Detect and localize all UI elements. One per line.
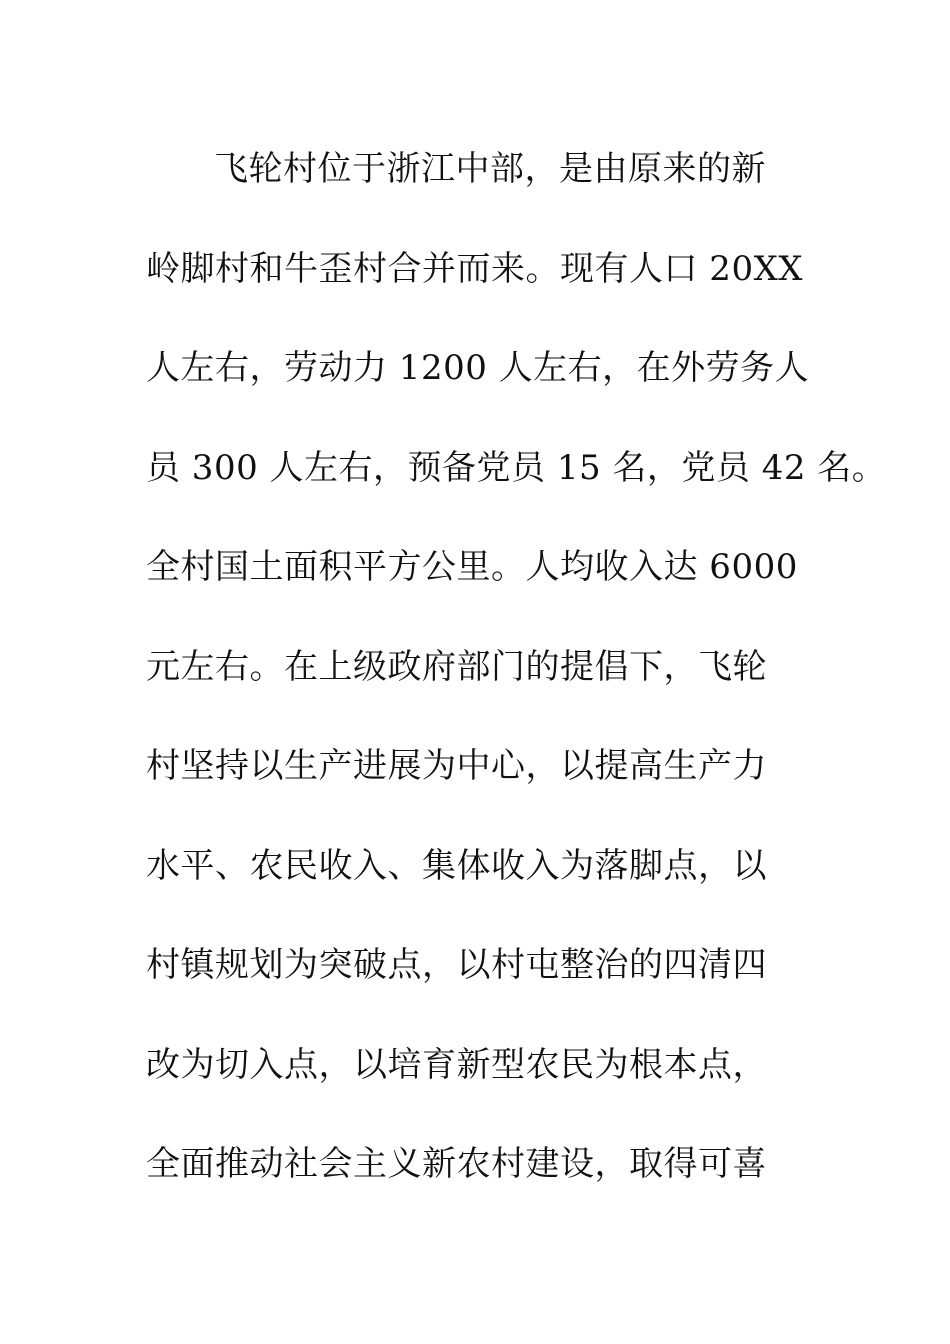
- paragraph-line: 改为切入点，以培育新型农民为根本点，: [146, 1044, 767, 1085]
- paragraph-line: 水平、农民收入、集体收入为落脚点，以: [146, 845, 767, 886]
- paragraph-line: 元左右。在上级政府部门的提倡下，飞轮: [146, 646, 767, 687]
- paragraph-line: 村坚持以生产进展为中心，以提高生产力: [146, 746, 767, 786]
- body-paragraph: [146, 120, 887, 1215]
- paragraph-line: 人左右，劳动力 1200 人左右，在外劳务人: [146, 348, 810, 388]
- paragraph-line: 全村国土面积平方公里。人均收入达 6000: [146, 547, 798, 587]
- paragraph-line: 全面推动社会主义新农村建设，取得可喜: [146, 1144, 767, 1184]
- paragraph-line: 飞轮村位于浙江中部，是由原来的新: [214, 149, 766, 189]
- paragraph-line: 村镇规划为突破点，以村屯整治的四清四: [146, 945, 767, 985]
- paragraph-line: 岭脚村和牛歪村合并而来。现有人口 20XX: [146, 248, 803, 289]
- paragraph-line: 员 300 人左右，预备党员 15 名，党员 42 名。: [146, 447, 887, 488]
